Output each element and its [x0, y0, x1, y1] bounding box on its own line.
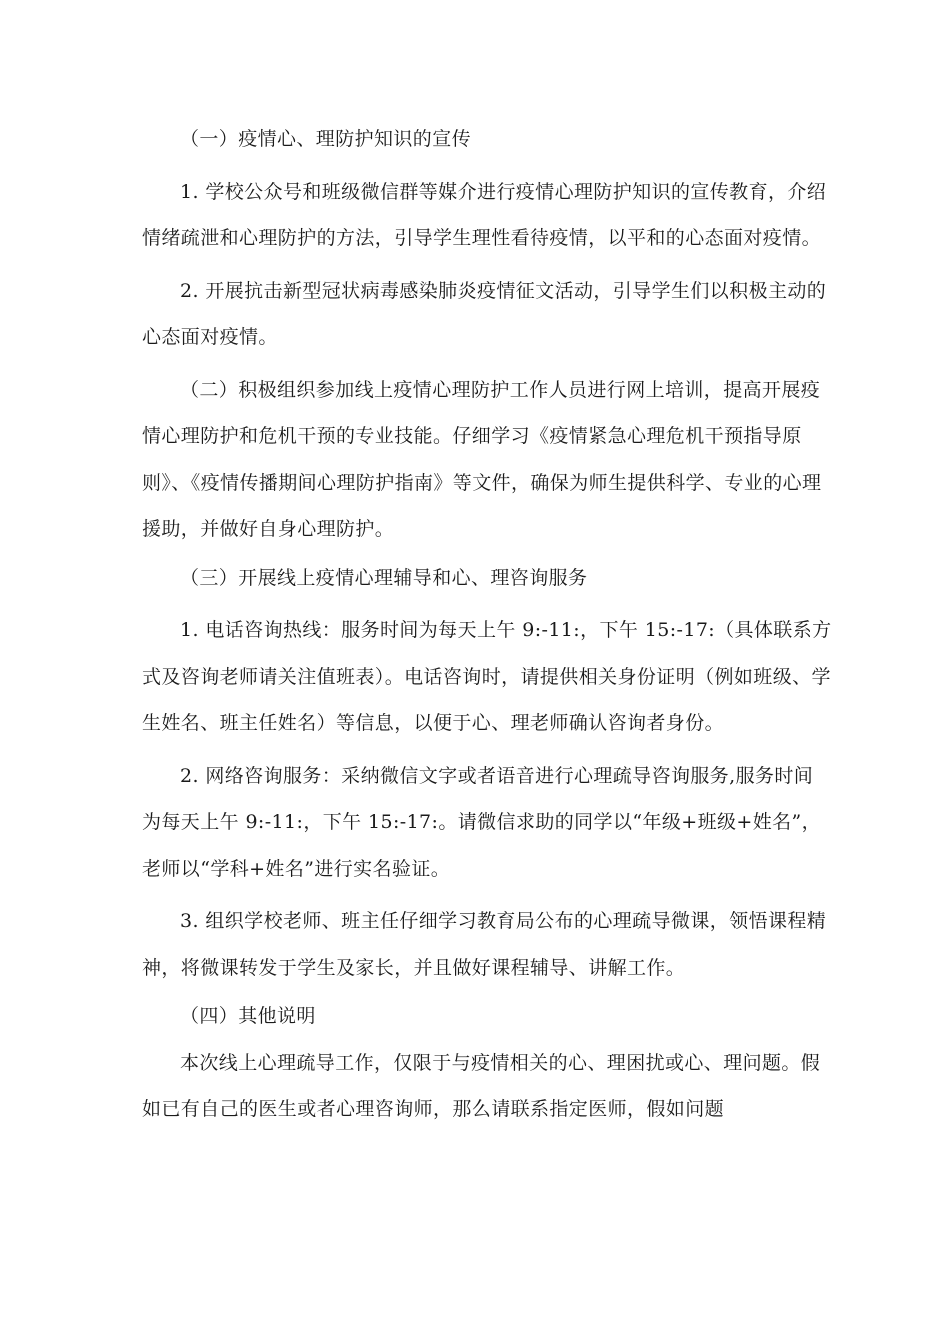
- section-heading-4: （四）其他说明: [180, 1005, 316, 1027]
- section-heading-3: （三）开展线上疫情心理辅导和心、理咨询服务: [180, 566, 588, 589]
- paragraph-4-1: 本次线上心理疏导工作，仅限于与疫情相关的心、理困扰或心、理问题。假如已有自己的医生或者心理咨询师，那么请联系指定医师，假如问题: [142, 1051, 821, 1120]
- paragraph-3-2: 2. 网络咨询服务：采纳微信文字或者语音进行心理疏导咨询服务,服务时间为每天上午 9:-11:，下午 15:-17:。请微信求助的同学以“年级+班级+姓名”，老师以“学科+姓名”进行实名验证。: [142, 764, 822, 880]
- section-heading-1: （一）疫情心、理防护知识的宣传: [180, 128, 472, 150]
- paragraph-1-1: 1. 学校公众号和班级微信群等媒介进行疫情心理防护知识的宣传教育，介绍情绪疏泄和心理防护的方法，引导学生理性看待疫情，以平和的心态面对疫情。: [142, 180, 827, 249]
- paragraph-3-1: 1. 电话咨询热线：服务时间为每天上午 9:-11:，下午 15:-17:（具体联系方式及咨询老师请关注值班表）。电话咨询时，请提供相关身份证明（例如班级、学生姓名、班主任姓名）等信息，以便于心、理老师确认咨询者身份。: [142, 619, 832, 734]
- paragraph-1-2: 2. 开展抗击新型冠状病毒感染肺炎疫情征文活动，引导学生们以积极主动的心态面对疫情。: [142, 279, 827, 348]
- paragraph-3-3: 3. 组织学校老师、班主任仔细学习教育局公布的心理疏导微课，领悟课程精神，将微课转发于学生及家长，并且做好课程辅导、讲解工作。: [142, 910, 827, 979]
- section-paragraph-2: （二）积极组织参加线上疫情心理防护工作人员进行网上培训，提高开展疫情心理防护和危机干预的专业技能。仔细学习《疫情紧急心理危机干预指导原则》、《疫情传播期间心理防护指南》等文件，确保为师生提供科学、专业的心理援助，并做好自身心理防护。: [142, 378, 822, 540]
- document-body: [142, 116, 832, 1133]
